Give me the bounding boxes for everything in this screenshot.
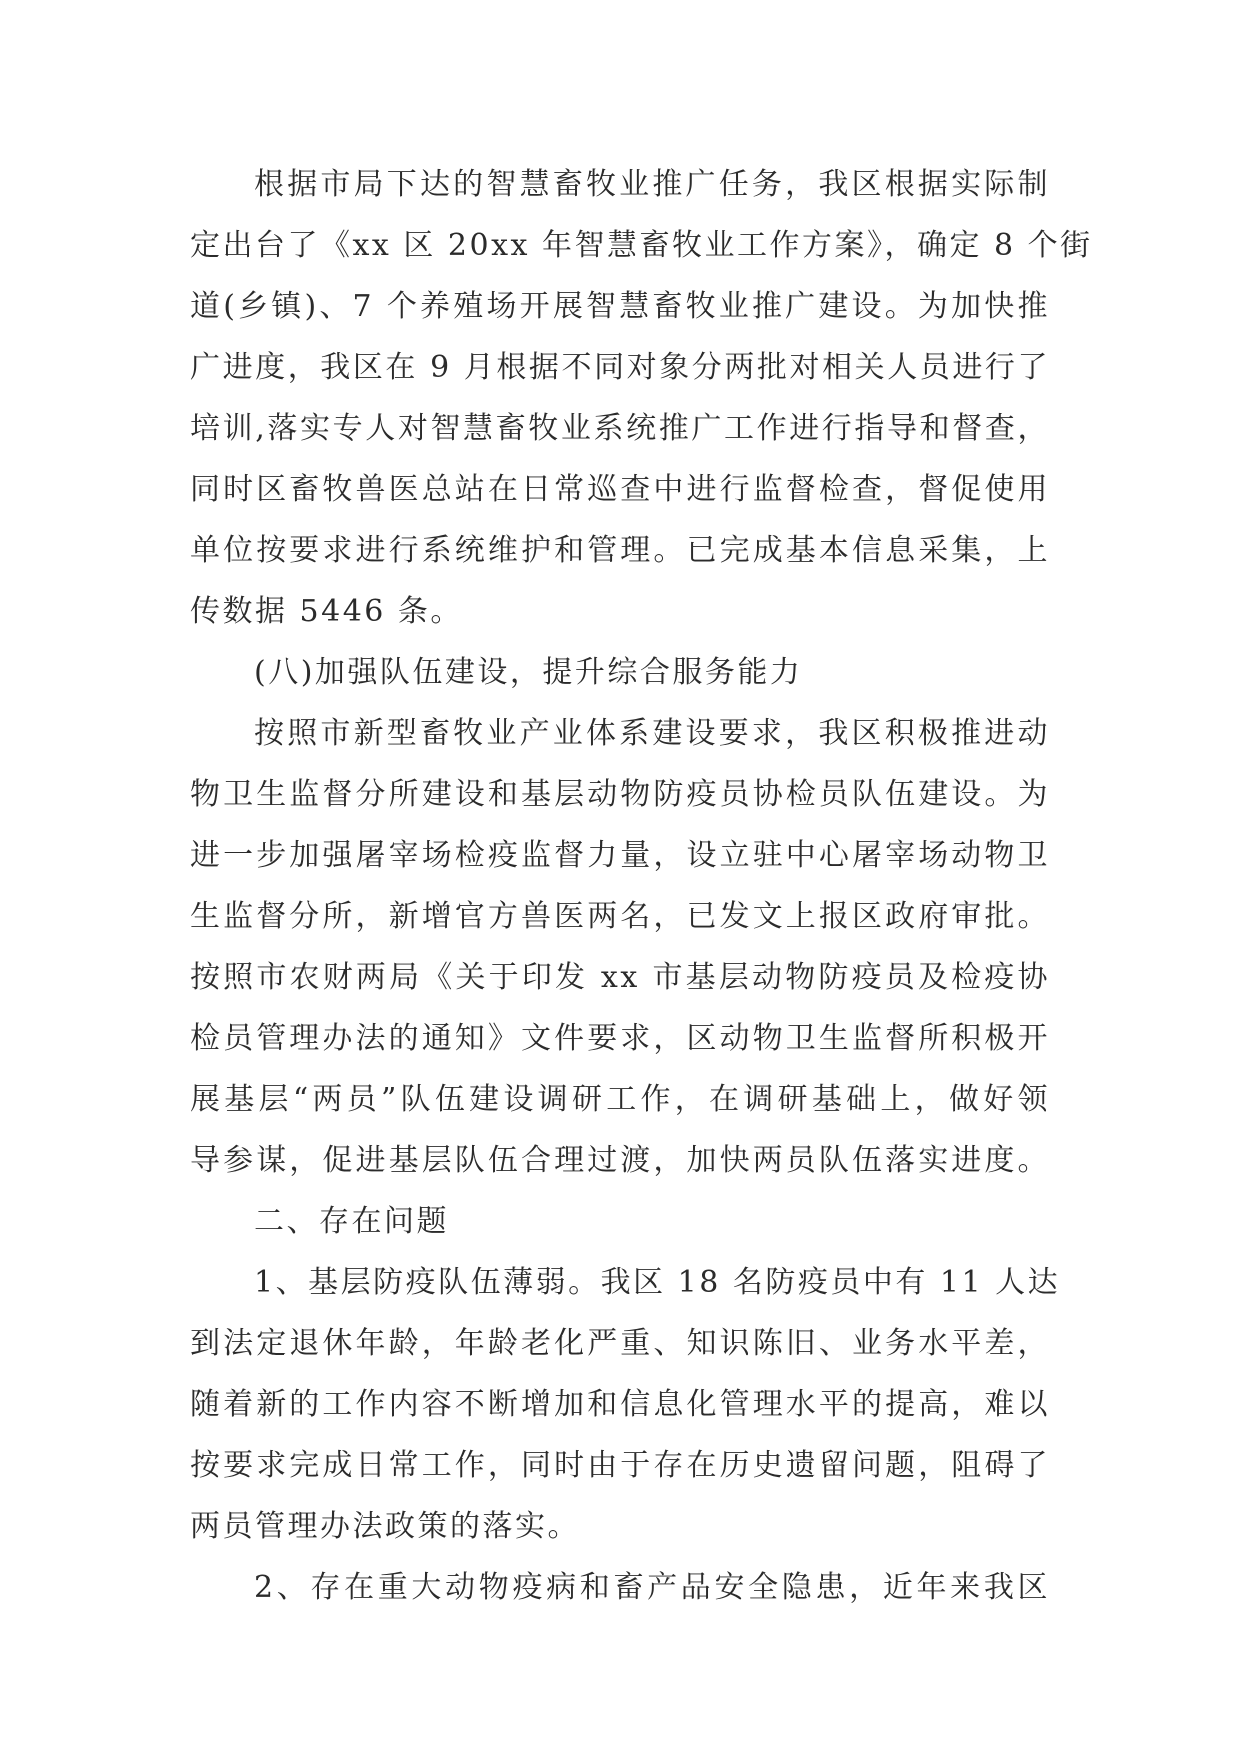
paragraph-smart-husbandry (190, 154, 1093, 642)
text-line: 培训,落实专人对智慧畜牧业系统推广工作进行指导和督查， (190, 411, 1050, 446)
text-line: 生监督分所，新增官方兽医两名，已发文上报区政府审批。 (190, 899, 1050, 934)
text-line: 单位按要求进行系统维护和管理。已完成基本信息采集，上 (190, 533, 1050, 568)
heading-existing-problems (190, 1191, 1050, 1252)
text-line: 广进度，我区在 9 月根据不同对象分两批对相关人员进行了 (190, 350, 1050, 385)
text-line: 2、存在重大动物疫病和畜产品安全隐患，近年来我区 (254, 1570, 1050, 1605)
text-line: 导参谋，促进基层队伍合理过渡，加快两员队伍落实进度。 (190, 1143, 1050, 1178)
text-line: 1、基层防疫队伍薄弱。我区 18 名防疫员中有 11 人达 (254, 1265, 1061, 1300)
text-line: 道(乡镇)、7 个养殖场开展智慧畜牧业推广建设。为加快推 (190, 289, 1050, 324)
paragraph-team-building (190, 703, 1050, 1191)
text-line: 展基层“两员”队伍建设调研工作，在调研基础上，做好领 (190, 1082, 1050, 1117)
section-heading: 二、存在问题 (254, 1204, 449, 1239)
text-line: 按照市新型畜牧业产业体系建设要求，我区积极推进动 (254, 716, 1050, 751)
text-line: 检员管理办法的通知》文件要求，区动物卫生监督所积极开 (190, 1021, 1050, 1056)
text-line: 按要求完成日常工作，同时由于存在历史遗留问题，阻碍了 (190, 1448, 1050, 1483)
text-line: 两员管理办法政策的落实。 (190, 1509, 580, 1544)
text-line: 根据市局下达的智慧畜牧业推广任务，我区根据实际制 (254, 167, 1050, 202)
text-line: 进一步加强屠宰场检疫监督力量，设立驻中心屠宰场动物卫 (190, 838, 1050, 873)
document-body (190, 154, 1093, 1618)
section-heading: (八)加强队伍建设，提升综合服务能力 (254, 655, 803, 690)
text-line: 同时区畜牧兽医总站在日常巡查中进行监督检查，督促使用 (190, 472, 1050, 507)
text-line: 物卫生监督分所建设和基层动物防疫员协检员队伍建设。为 (190, 777, 1050, 812)
heading-team-building (190, 642, 1050, 703)
paragraph-problem-2 (190, 1557, 1050, 1618)
text-line: 传数据 5446 条。 (190, 594, 463, 629)
text-line: 定出台了《xx 区 20xx 年智慧畜牧业工作方案》，确定 8 个街 (190, 228, 1093, 263)
paragraph-problem-1 (190, 1252, 1061, 1557)
text-line: 按照市农财两局《关于印发 xx 市基层动物防疫员及检疫协 (190, 960, 1050, 995)
text-line: 到法定退休年龄，年龄老化严重、知识陈旧、业务水平差， (190, 1326, 1050, 1361)
text-line: 随着新的工作内容不断增加和信息化管理水平的提高，难以 (190, 1387, 1050, 1422)
